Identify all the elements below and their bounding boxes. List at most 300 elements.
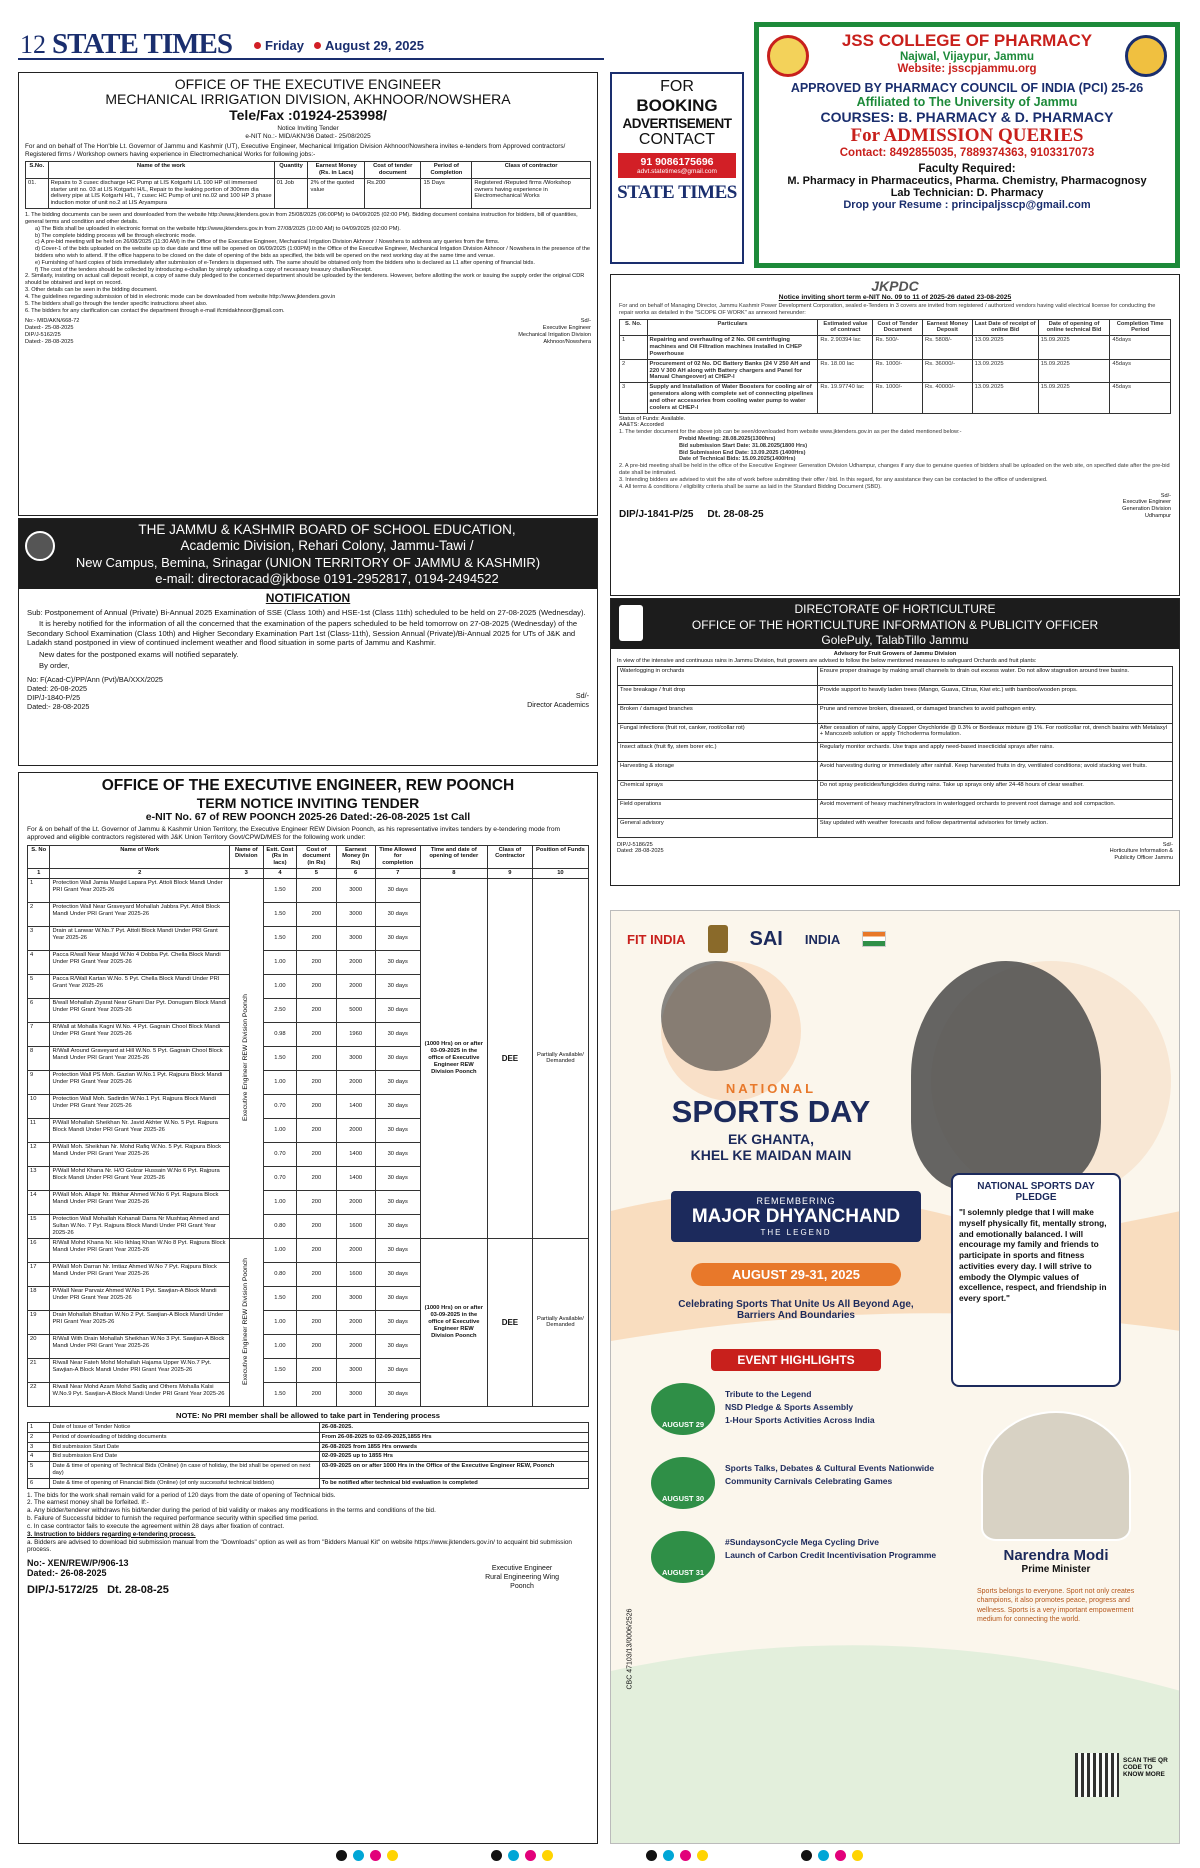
mid-note: 6. The bidders for any clarification can contact the department through e-mail ifcmidakhnoor@gmail.com. — [25, 307, 285, 314]
mid-sign: Sd/- — [580, 318, 591, 325]
mid-th: S.No. — [26, 162, 49, 179]
hockey-player-silhouette — [661, 961, 771, 1071]
rew-earnest: 2000 — [336, 1070, 375, 1094]
pm-title: Prime Minister — [1021, 1564, 1091, 1575]
table-row — [28, 1442, 589, 1452]
jkpdc-note: 4. All terms & conditions / eligibility criteria shall be same as laid in the Standard Bidding Document (SBD). — [619, 483, 882, 490]
event-highlights — [651, 1383, 951, 1605]
event-day — [651, 1457, 951, 1509]
rew-earnest: 3000 — [336, 1382, 375, 1406]
rew-earnest: 1600 — [336, 1214, 375, 1238]
rew-work: P/Wall Mohallah Sheikhan Nr. Javid Akhter W.No. 5 Pyt. Rajpura Block Mandi Under PRI Grant Year 2025-26 — [50, 1118, 230, 1142]
hort-intro: In view of the intensive and continuous rains in Jammu Division, fruit growers are advised to follow the below mentioned measures to safeguard Orchards and fruit plants: — [617, 657, 1037, 664]
hort-issue: Insect attack (fruit fly, stem borer etc.) — [618, 742, 818, 761]
emblem-icon — [619, 605, 643, 641]
red-dot-icon — [254, 42, 261, 49]
rew-cost: 0.98 — [263, 1022, 297, 1046]
pm-quote: Sports belongs to everyone. Sport not only creates champions, it also promotes peace, progress and wellness. Sports is a very important empowerment medium for connecting the world. — [977, 1588, 1135, 1624]
jkbose-notification — [18, 518, 598, 766]
rew-sno: 7 — [28, 1022, 50, 1046]
rew-time: 30 days — [375, 998, 420, 1022]
flag-icon — [862, 931, 886, 947]
jkpdc-dip: DIP/J-1841-P/25 Dt. 28-08-25 — [619, 508, 764, 520]
rew-time: 30 days — [375, 1094, 420, 1118]
rew-th: Cost of document (in Rs) — [297, 845, 336, 868]
rew-work: P/Wall Moh. Sheikhan Nr. Mohd Rafiq W.No. 5 Pyt. Rajpura Block Mandi Under PRI Grant Year 2025-26 — [50, 1142, 230, 1166]
event-date-badge: AUGUST 30 — [651, 1457, 715, 1509]
table-row — [618, 761, 1173, 780]
rew-work: Protection Wall PS Moh. Gazian W.No.1 Pyt. Rajpura Block Mandi Under PRI Grant Year 2025-26 — [50, 1070, 230, 1094]
jkpdc-cell: Rs. 1000/- — [873, 359, 923, 382]
rew-work: Drain Mohallah Bhattan W.No 2 Pyt. Sawjian-A Block Mandi Under PRI Grant Year 2025-26 — [50, 1310, 230, 1334]
mid-sign: Akhnoor/Nowshera — [543, 338, 591, 345]
rew-term: a. Any bidder/tenderer withdraws his bid/tender during the period of bid validity or makes any modifications in the terms and conditions of the bid. — [27, 1507, 436, 1515]
rew-earnest: 1400 — [336, 1094, 375, 1118]
rew-earnest: 5000 — [336, 998, 375, 1022]
rew-doc-cost: 200 — [297, 1094, 336, 1118]
mid-note: 1. The bidding documents can be seen and downloaded from the website http://www.jktenders.gov.in from 25/08/2025 (06:00PM) to 04/09/2025 (02:00 PM). Bidding document contains instruction for bidders, bill of quantities, general terms and condition and other details. — [25, 212, 578, 225]
jkpdc-cell: Repairing and overhauling of 2 No. Oil centrifuging machines and Oil Filtration machines installed in CHEP Powerhouse — [647, 336, 818, 359]
rew-th: Time Allowed for completion — [375, 845, 420, 868]
rew-earnest: 3000 — [336, 902, 375, 926]
jkpdc-cell: Rs. 36000/- — [923, 359, 973, 382]
jkpdc-notes — [619, 429, 1171, 490]
sched-label: Date & time of opening of Financial Bids (Online) (of only successful technical bidders) — [50, 1478, 319, 1488]
hort-heading-2: OFFICE OF THE HORTICULTURE INFORMATION & PUBLICITY OFFICER — [691, 617, 1099, 632]
hort-header — [611, 599, 1179, 649]
sports-tagline-2: KHEL KE MAIDAN MAIN — [690, 1147, 852, 1163]
jkpdc-sign: Sd/- — [1160, 492, 1171, 499]
mid-ref: No:- MID/AKN/668-72 — [25, 318, 80, 325]
mid-sign: Executive Engineer — [542, 325, 591, 332]
rew-sno: 14 — [28, 1190, 50, 1214]
mid-cell: 01 Job — [274, 178, 308, 208]
table-row — [28, 1452, 589, 1462]
rew-time: 30 days — [375, 902, 420, 926]
jkpdc-cell: Rs. 19.97740 lac — [818, 383, 873, 413]
mid-heading-2: MECHANICAL IRRIGATION DIVISION, AKHNOOR/NOWSHERA — [105, 91, 511, 108]
event-list — [725, 1457, 934, 1489]
jkpdc-th: Earnest Money Deposit — [923, 319, 973, 336]
india-olympic-logo: INDIA — [804, 931, 841, 947]
rew-doc-cost: 200 — [297, 974, 336, 998]
jkpdc-cell: Rs. 5808/- — [923, 336, 973, 359]
paper-name: STATE TIMES — [52, 28, 232, 60]
rew-work: Pacca R/wall Near Masjid W.No 4 Dobba Pyt. Chella Block Mandi Under PRI Grant Year 2025-26 — [50, 950, 230, 974]
rew-work: P/Wall Moh. Allapir Nr. Iftikhar Ahmed W.No 6 Pyt. Rajpura Block Mandi Under PRI Grant Year 2025-26 — [50, 1190, 230, 1214]
page-number: 12 — [20, 30, 46, 59]
booking-line: BOOKING — [636, 96, 718, 115]
pledge-box — [951, 1173, 1121, 1387]
jss-drop: Drop your Resume : principaljsscp@gmail.com — [843, 199, 1091, 211]
sports-dates: AUGUST 29-31, 2025 — [691, 1263, 901, 1286]
cbc-code: CBC 47103/13/0006/2526 — [626, 1608, 634, 1690]
sched-label: Period of downloading of bidding documents — [50, 1432, 319, 1442]
rew-division: Executive Engineer REW Division Poonch — [229, 1238, 263, 1406]
hort-issue: Fungal infections (fruit rot, canker, root/collar rot) — [618, 723, 818, 742]
issue-date: August 29, 2025 — [325, 38, 424, 53]
registration-marks — [18, 1850, 1180, 1861]
hort-subject: Advisory for Fruit Growers of Jammu Division — [833, 651, 957, 657]
jkpdc-table — [619, 319, 1171, 414]
rew-earnest: 2000 — [336, 974, 375, 998]
jkbose-order: By order, — [39, 661, 70, 671]
jss-affiliation: Affiliated to The University of Jammu — [856, 95, 1078, 109]
jkpdc-note: 3. Intending bidders are advised to visit the site of work before submitting their offer / bid. In this regard, for any assistance they can be contacted to the office of undersigned. — [619, 476, 1048, 483]
rew-table — [27, 845, 589, 1407]
sports-remembering: REMEMBERING — [756, 1196, 836, 1206]
jkpdc-cell: 13.09.2025 — [972, 359, 1038, 382]
rew-earnest: 2000 — [336, 1334, 375, 1358]
rew-time: 30 days — [375, 950, 420, 974]
jss-courses: COURSES: B. PHARMACY & D. PHARMACY — [820, 109, 1114, 125]
jkbose-line-2: Academic Division, Rehari Colony, Jammu-Tawi / — [180, 538, 474, 554]
booking-ad — [610, 72, 744, 264]
sched-value: From 26-08-2025 to 02-09-2025,1855 Hrs — [319, 1432, 588, 1442]
rew-sno: 15 — [28, 1214, 50, 1238]
table-row — [618, 685, 1173, 704]
jss-faculty-2: Lab Technician: D. Pharmacy — [890, 187, 1044, 199]
rew-time: 30 days — [375, 1214, 420, 1238]
jkpdc-cell: 15.09.2025 — [1038, 383, 1110, 413]
rew-time: 30 days — [375, 878, 420, 902]
mid-th: Quantity — [274, 162, 308, 179]
rew-ref: No:- XEN/REW/P/906-13 — [27, 1558, 129, 1569]
dhyanchand-portrait — [911, 961, 1101, 1191]
mid-cell: Repairs to 3 cusec discharge HC Pump at LIS Kotgarhi L/L 100 HP oil immersed starter unit no. 03 at LIS Kotgarhi H/L, Repair to the leaking portion of 300mm dia delivery pipe at LIS Kotgarhi H/L, 7 cusec HC Pump of unit no.02 and 100 HP 3 phase induction motor of unit no.2 at LIS Aryampura — [48, 178, 274, 208]
rew-earnest: 3000 — [336, 878, 375, 902]
event-list — [725, 1383, 875, 1428]
rew-sno: 16 — [28, 1238, 50, 1262]
rew-cost: 1.50 — [263, 878, 297, 902]
table-row — [28, 1462, 589, 1479]
table-row — [620, 359, 1171, 382]
hort-measure: After cessation of rains, apply Copper Oxychloride @ 0.3% or Bordeaux mixture @ 1%. For root/collar rot, drench basins with Metalaxyl + Mancozeb solution or apply Trichoderma formulation. — [817, 723, 1172, 742]
rew-cost: 1.00 — [263, 1238, 297, 1262]
rew-doc-cost: 200 — [297, 926, 336, 950]
jkpdc-note: Bid submission Start Date: 31.08.2025(1800 Hrs) — [679, 442, 808, 449]
issue-day: Friday — [265, 38, 305, 53]
rew-col-number: 1 — [28, 869, 50, 879]
rew-sno: 13 — [28, 1166, 50, 1190]
jss-place: Najwal, Vijaypur, Jammu — [899, 51, 1034, 63]
mid-cell: Registered /Reputed firms /Workshop owners having experience in Electromechanical Works — [472, 178, 591, 208]
horticulture-advisory — [610, 598, 1180, 886]
jkpdc-th: Estimated value of contract — [818, 319, 873, 336]
rew-cost: 0.70 — [263, 1166, 297, 1190]
table-row — [618, 723, 1173, 742]
jkpdc-note: Bid Submission End Date: 13.09.2025 (1400Hrs) — [679, 449, 806, 456]
jkbose-subject: Sub: Postponement of Annual (Private) Bi-Annual 2025 Examination of SSE (Class 10th) and HSE-1st (Class 11th) scheduled to be held on 27-08-2025 (Wednesday). — [27, 608, 586, 617]
rew-earnest: 3000 — [336, 1286, 375, 1310]
booking-line: ADVERTISEMENT — [622, 116, 732, 131]
event-day — [651, 1383, 951, 1435]
rew-cost: 1.50 — [263, 1046, 297, 1070]
rew-th: S. No — [28, 845, 50, 868]
rew-earnest: 1960 — [336, 1022, 375, 1046]
rew-sno: 12 — [28, 1142, 50, 1166]
rew-sno: 10 — [28, 1094, 50, 1118]
hort-issue: Waterlogging in orchards — [618, 666, 818, 685]
sched-no: 2 — [28, 1432, 50, 1442]
table-row — [28, 878, 589, 902]
rew-cost: 1.50 — [263, 902, 297, 926]
rew-time: 30 days — [375, 1286, 420, 1310]
pm-photo — [981, 1411, 1131, 1541]
table-row — [28, 1432, 589, 1442]
rew-work: P/Wall Moh Darran Nr. Imtiaz Ahmed W.No 7 Pyt. Rajpura Block Mandi Under PRI Grant Year 2025-26 — [50, 1262, 230, 1286]
rew-doc-cost: 200 — [297, 1142, 336, 1166]
table-row — [28, 1238, 589, 1262]
rew-sno: 20 — [28, 1334, 50, 1358]
scan-text: SCAN THE QR CODE TO KNOW MORE — [1123, 1757, 1168, 1778]
hort-measure: Avoid harvesting during or immediately after rainfall. Keep harvested fruits in dry, ventilated conditions; avoid stacking wet fruits. — [817, 761, 1172, 780]
mid-th: Name of the work — [48, 162, 274, 179]
mid-note: 3. Other details can be seen in the bidding document. — [25, 287, 158, 294]
rew-th: Name of Work — [50, 845, 230, 868]
rew-doc-cost: 200 — [297, 1262, 336, 1286]
rew-col-number: 4 — [263, 869, 297, 879]
rew-th: Time and date of opening of tender — [420, 845, 487, 868]
mid-nit-title: Notice Inviting Tender — [277, 125, 339, 133]
jkpdc-cell: Rs. 500/- — [873, 336, 923, 359]
jkpdc-sign: Executive Engineer — [1122, 499, 1171, 506]
table-row — [620, 336, 1171, 359]
jkbose-title: NOTIFICATION — [265, 591, 351, 605]
jkpdc-sign: Udhampur — [1144, 512, 1171, 519]
jkpdc-logo: JKPDC — [871, 278, 919, 294]
rew-time: 30 days — [375, 1358, 420, 1382]
jkpdc-th: Last Date of receipt of online Bid — [972, 319, 1038, 336]
hort-measure: Regularly monitor orchards. Use traps and apply need-based insecticidal sprays after rains. — [817, 742, 1172, 761]
jkpdc-aa: AA&TS: Accorded — [619, 422, 664, 429]
hort-measure: Ensure proper drainage by making small channels to drain out excess water. Do not allow stagnation around tree basins. — [817, 666, 1172, 685]
rew-sign: Executive Engineer — [491, 1565, 553, 1573]
event-item: 1-Hour Sports Activities Across India — [725, 1415, 875, 1425]
rew-cost: 0.70 — [263, 1094, 297, 1118]
university-logo-icon — [1125, 35, 1167, 77]
rew-cost: 1.00 — [263, 1070, 297, 1094]
jkpdc-cell: 45days — [1110, 336, 1171, 359]
jkpdc-cell: Rs. 1000/- — [873, 383, 923, 413]
rew-col-number: 3 — [229, 869, 263, 879]
rew-doc-cost: 200 — [297, 1166, 336, 1190]
jkbose-body: It is hereby notified for the information of all the concerned that the examination of the papers scheduled to be held tomorrow on 27-08-2025 (Wednesday) of the Secondary School Examination (Class 10th) and Higher Secondary Examination Part 1st (Class-11th), Session Annual (Private)/Bi-Annual 2025 for UTs of J&K and Ladakh stand postponed in view of continued inclement weather and flood situation in some parts of Jammu and Kashmir. — [27, 619, 578, 648]
table-row — [618, 666, 1173, 685]
jkbose-line-3: New Campus, Bemina, Srinagar (UNION TERRITORY OF JAMMU & KASHMIR) — [75, 554, 541, 570]
rew-cost: 1.00 — [263, 974, 297, 998]
rew-cost: 1.00 — [263, 1310, 297, 1334]
jss-faculty-1: M. Pharmacy in Pharmaceutics, Pharma. Chemistry, Pharmacognosy — [787, 175, 1147, 187]
jkpdc-cell: 13.09.2025 — [972, 383, 1038, 413]
sched-value: 26-08-2025 from 1855 Hrs onwards — [319, 1442, 588, 1452]
rew-work: Drain at Lanwar W.No.7 Pyt. Attoli Block Mandi Under PRI Grant Year 2025-26 — [50, 926, 230, 950]
rew-sno: 9 — [28, 1070, 50, 1094]
rew-cost: 1.00 — [263, 950, 297, 974]
hort-sign: Horticulture Information & — [1109, 848, 1173, 855]
pledge-title: NATIONAL SPORTS DAY PLEDGE — [977, 1181, 1095, 1203]
rew-earnest: 1400 — [336, 1166, 375, 1190]
sched-no: 6 — [28, 1478, 50, 1488]
rew-class: DEE — [487, 878, 532, 1238]
jss-approved: APPROVED BY PHARMACY COUNCIL OF INDIA (PCI) 25-26 — [790, 81, 1144, 95]
hort-issue: Harvesting & storage — [618, 761, 818, 780]
rew-term: a. Bidders are advised to download bid submission manual from the "Downloads" option as well as from "Bidders Manual Kit" on website https://www.jktenders.gov.in/ to acquaint bid submission process. — [27, 1538, 572, 1554]
jkbose-ref: DIP/J-1840-P/25 — [27, 692, 81, 702]
pledge-text: "I solemnly pledge that I will make myself physically fit, mentally strong, and emotionally balanced. I will encourage my family and friends to participate in sports and fitness activities every day. I will strive to embody the Olympic values of excellence, respect, and friendship in every sport." — [959, 1207, 1107, 1304]
rew-term: c. In case contractor fails to execute the agreement within 28 days after fixation of contract. — [27, 1522, 285, 1530]
masthead — [18, 28, 604, 60]
mid-nit-number: e-NIT No.:- MID/AKN/36 Dated:- 25/08/2025 — [245, 133, 371, 141]
rew-term: 1. The bids for the work shall remain valid for a period of 120 days from the date of opening of Technical bids. — [27, 1491, 336, 1499]
qr-code-icon — [1075, 1753, 1119, 1797]
rew-time: 30 days — [375, 1334, 420, 1358]
jkbose-ref: Dated:- 28-08-2025 — [27, 701, 90, 711]
mid-note: d) Cover-1 of the bids uploaded on the website up to due date and time will be opened on 06/09/2025 (1:00PM) in the Office of the Executive Engineer, Mechanical Irrigation Division Akhnoor / Nowshera in the presence of the bidders who wish to attend. If the office happens to be closed on the date of opening of the bids as specified, the bids will be opened on the next working day at the same time and venue. — [35, 246, 590, 260]
rew-th: Earnest Money (in Rs) — [336, 845, 375, 868]
jkpdc-cell: 3 — [620, 383, 648, 413]
sched-no: 1 — [28, 1422, 50, 1432]
jkpdc-note: Date of Technical Bids: 15.09.2025(1400Hrs) — [679, 456, 796, 463]
rew-time: 30 days — [375, 1022, 420, 1046]
rew-earnest: 1400 — [336, 1142, 375, 1166]
rew-time: 30 days — [375, 1310, 420, 1334]
mid-note: 5. The bidders shall go through the tender specific instructions sheet also. — [25, 300, 208, 307]
rew-heading-3: e-NIT No. 67 of REW POONCH 2025-26 Dated:-26-08-2025 1st Call — [145, 810, 471, 823]
table-row — [28, 1422, 589, 1432]
hort-heading-1: DIRECTORATE OF HORTICULTURE — [794, 602, 996, 616]
rew-time: 30 days — [375, 1142, 420, 1166]
sports-title: SPORTS DAY — [671, 1094, 871, 1129]
jss-college-ad — [754, 22, 1180, 268]
rew-cost: 0.80 — [263, 1214, 297, 1238]
table-row — [620, 383, 1171, 413]
rew-sno: 3 — [28, 926, 50, 950]
sai-logo: SAI — [749, 927, 783, 950]
rew-doc-cost: 200 — [297, 1118, 336, 1142]
rew-earnest: 2000 — [336, 1310, 375, 1334]
mid-heading-1: OFFICE OF THE EXECUTIVE ENGINEER — [174, 76, 442, 92]
rew-time: 30 days — [375, 1262, 420, 1286]
rew-sno: 22 — [28, 1382, 50, 1406]
table-row — [618, 742, 1173, 761]
rew-doc-cost: 200 — [297, 950, 336, 974]
mid-note: e) Furnishing of hard copies of bids immediately after submission of e-Tenders is dispensed with. The same should be obtained only from the bidders who is declared as L1 after opening of financial bids. — [35, 259, 535, 266]
rew-sno: 11 — [28, 1118, 50, 1142]
hort-issue: Chemical sprays — [618, 780, 818, 799]
rew-cost: 1.50 — [263, 926, 297, 950]
rew-work: Protection Wall Near Graveyard Mohallah Jabbra Pyt. Attoli Block Mandi Under PRI Grant Year 2025-26 — [50, 902, 230, 926]
rew-time: 30 days — [375, 1166, 420, 1190]
mid-cell: Rs.200 — [364, 178, 421, 208]
rew-intro: For & on behalf of the Lt. Governor of Jammu & Kashmir Union Territory, the Executive Engineer REW Division Poonch, as his representative invites tenders by e-tendering mode from approved and eligible contractors registered with J&K Union Territory Govt/CPWD/MES for the following work under: — [27, 825, 560, 841]
table-row — [618, 799, 1173, 818]
mid-th: Period of Completion — [421, 162, 472, 179]
emblem-icon — [708, 925, 728, 953]
rew-funds: Partially Available/ Demanded — [532, 878, 588, 1238]
rew-doc-cost: 200 — [297, 1382, 336, 1406]
rew-cost: 1.00 — [263, 1118, 297, 1142]
rew-cost: 0.80 — [263, 1262, 297, 1286]
rew-sno: 1 — [28, 878, 50, 902]
jkbose-sign: Director Academics — [527, 699, 589, 709]
jkpdc-note: Prebid Meeting: 28.08.2025(1300hrs) — [679, 436, 776, 442]
rew-ref: Dated:- 26-08-2025 — [27, 1568, 107, 1579]
jkpdc-note: 1. The tender document for the above job can be seen/downloaded from website www.jktenders.gov.in as per the dated mentioned below:- — [619, 429, 962, 436]
rew-time: 30 days — [375, 1190, 420, 1214]
rew-earnest: 3000 — [336, 1358, 375, 1382]
jkpdc-cell: Rs. 40000/- — [923, 383, 973, 413]
hort-issue: General advisory — [618, 818, 818, 837]
rew-funds: Partially Available/ Demanded — [532, 1238, 588, 1406]
rew-earnest: 3000 — [336, 1046, 375, 1070]
mid-note: a) The Bids shall be uploaded in electronic format on the website http://www.jktenders.gov.in from 27/08/2025 (10:00 AM) to 04/09/2025 (02:00 PM). — [35, 225, 401, 232]
rew-doc-cost: 200 — [297, 1046, 336, 1070]
hort-ref: Dated: 28-08-2025 — [617, 848, 664, 855]
rew-col-number: 5 — [297, 869, 336, 879]
rew-doc-cost: 200 — [297, 1070, 336, 1094]
rew-schedule-table — [27, 1422, 589, 1489]
rew-cost: 1.00 — [263, 1334, 297, 1358]
rew-doc-cost: 200 — [297, 1238, 336, 1262]
table-row — [28, 1478, 589, 1488]
sports-hero: MAJOR DHYANCHAND — [691, 1206, 901, 1227]
jkbose-sign: Sd/- — [575, 690, 589, 700]
rew-col-number: 9 — [487, 869, 532, 879]
jkpdc-cell: Rs. 18.00 lac — [818, 359, 873, 382]
jkpdc-cell: Supply and Installation of Water Boosters for cooling air of generators along with complete set of connecting pipelines and other accessories from cooling water pump to water coolers at CHEP-I — [647, 383, 818, 413]
rew-time: 30 days — [375, 926, 420, 950]
rew-earnest: 2000 — [336, 1238, 375, 1262]
rew-th: Position of Funds — [532, 845, 588, 868]
mid-cell: 01. — [26, 178, 49, 208]
jkpdc-title: Notice inviting short term e-NIT No. 09 to 11 of 2025-26 dated 23-08-2025 — [778, 294, 1012, 301]
rew-col-number: 8 — [420, 869, 487, 879]
jkpdc-th: Cost of Tender Document — [873, 319, 923, 336]
rew-terms — [27, 1492, 589, 1555]
mid-note: b) The complete bidding process will be through electronic mode. — [35, 232, 197, 239]
event-list — [725, 1531, 936, 1563]
sched-value: To be notified after technical bid evaluation is completed — [319, 1478, 588, 1488]
event-item: #SundaysonCycle Mega Cycling Drive — [725, 1537, 879, 1547]
jkpdc-th: Date of opening of online technical Bid — [1038, 319, 1110, 336]
rew-opening: (1000 Hrs) on or after 03-09-2025 in the office of Executive Engineer REW Division Poonch — [420, 878, 487, 1238]
jkpdc-tender — [610, 274, 1180, 596]
table-row — [618, 818, 1173, 837]
rew-work: R/wall Near Fateh Mohd Mohallah Hajama Upper W.No.7 Pyt. Sawjian-A Block Mandi Under PRI Grant Year 2025-26 — [50, 1358, 230, 1382]
event-item: Tribute to the Legend — [725, 1389, 812, 1399]
hort-sign: Sd/- — [1162, 841, 1173, 848]
rew-work: Pacca R/Wall Kartan W.No. 5 Pyt. Chella Block Mandi Under PRI Grant Year 2025-26 — [50, 974, 230, 998]
jkpdc-sign: Generation Division — [1122, 506, 1171, 513]
rew-doc-cost: 200 — [297, 1310, 336, 1334]
booking-phone: 91 9086175696 — [640, 156, 714, 168]
rew-doc-cost: 200 — [297, 1214, 336, 1238]
rew-term: 2. The earnest money shall be forfeited. If:- — [27, 1499, 149, 1507]
mid-heading-3: Tele/Fax :01924-253998/ — [229, 106, 387, 123]
hort-issue: Broken / damaged branches — [618, 704, 818, 723]
rew-class: DEE — [487, 1238, 532, 1406]
booking-line: CONTACT — [638, 131, 716, 148]
rew-col-number: 2 — [50, 869, 230, 879]
sports-tagline-1: EK GHANTA, — [727, 1131, 815, 1147]
rew-th: Estt. Cost (Rs in lacs) — [263, 845, 297, 868]
mid-note: f) The cost of the tenders should be collected by introducing e-challan by simply uploading a copy of necessary treasury challan/Receipt. — [35, 266, 373, 273]
event-item: Community Carnivals Celebrating Games — [725, 1476, 893, 1486]
jkpdc-status: Status of Funds: Available. — [619, 415, 686, 422]
rew-doc-cost: 200 — [297, 1190, 336, 1214]
jss-faculty: Faculty Required: — [918, 163, 1016, 175]
